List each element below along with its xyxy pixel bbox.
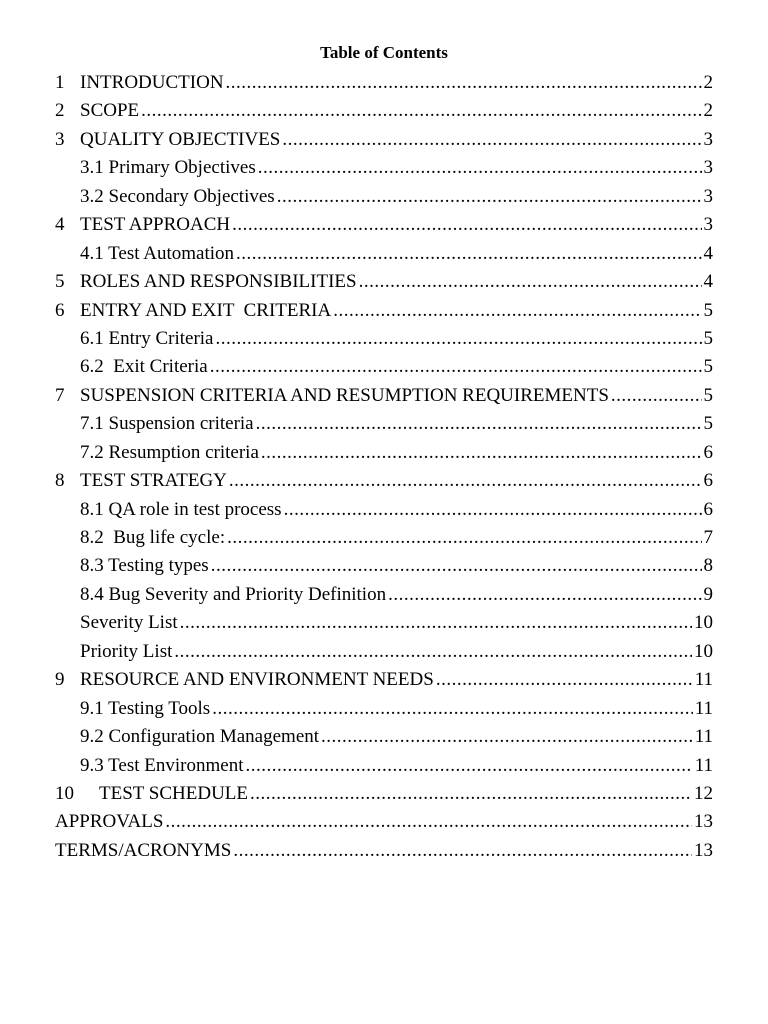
toc-title: Table of Contents — [320, 43, 448, 62]
toc-entry-number: 10 — [55, 782, 74, 804]
toc-entry-label: SUSPENSION CRITERIA AND RESUMPTION REQUIREMENTS — [80, 384, 609, 406]
toc-entry-label: 8.2 Bug life cycle: — [80, 527, 226, 548]
toc-entry[interactable] — [55, 524, 713, 552]
dot-leader — [284, 496, 702, 524]
dot-leader — [388, 581, 701, 609]
toc-entry-label: Severity List — [80, 612, 178, 634]
toc-entry-label: TEST APPROACH — [80, 214, 231, 236]
toc-entry-page-number: 5 — [703, 327, 713, 349]
toc-entry-label: TEST STRATEGY — [80, 470, 227, 492]
toc-entry[interactable] — [55, 552, 713, 580]
dot-leader — [436, 666, 693, 694]
toc-entry[interactable] — [55, 154, 713, 182]
toc-entry-number: 6 — [55, 299, 65, 321]
toc-entry[interactable] — [55, 211, 713, 239]
dot-leader — [211, 552, 702, 580]
toc-entry[interactable] — [55, 297, 713, 325]
toc-entry-page-number: 6 — [703, 441, 713, 463]
toc-entry-page-number: 3 — [703, 128, 713, 150]
dot-leader — [282, 126, 701, 154]
toc-entry-page-number: 4 — [703, 271, 713, 293]
toc-entry-number: 5 — [55, 271, 65, 293]
toc-entry-label: 8.3 Testing types — [80, 555, 209, 577]
toc-entry[interactable] — [55, 97, 713, 125]
toc-entry-label: Priority List — [80, 640, 173, 662]
toc-entry-page-number: 13 — [694, 811, 713, 833]
dot-leader — [174, 638, 692, 666]
toc-entry-page-number: 12 — [694, 782, 713, 804]
toc-entry[interactable] — [55, 240, 713, 268]
toc-entry-label: 4.1 Test Automation — [80, 242, 235, 264]
dot-leader — [258, 154, 702, 182]
toc-entry-page-number: 3 — [703, 157, 713, 179]
toc-entry[interactable] — [55, 609, 713, 637]
toc-entry-page-number: 11 — [694, 697, 713, 719]
toc-entry-page-number: 4 — [703, 242, 713, 264]
toc-entry-label: RESOURCE AND ENVIRONMENT NEEDS — [80, 669, 434, 691]
toc-entry[interactable] — [55, 723, 713, 751]
toc-entry-label: 8.4 Bug Severity and Priority Definition — [80, 583, 387, 605]
toc-entry-label: APPROVALS — [55, 811, 164, 833]
toc-entry-page-number: 3 — [703, 214, 713, 236]
toc-entry-label: 9.3 Test Environment — [80, 754, 244, 776]
toc-entry[interactable] — [55, 353, 713, 381]
toc-entry-page-number: 11 — [694, 669, 713, 691]
toc-entry[interactable] — [55, 439, 713, 467]
dot-leader — [236, 240, 701, 268]
toc-entry-number: 2 — [55, 100, 65, 122]
toc-entry-page-number: 9 — [703, 583, 713, 605]
dot-leader — [180, 609, 692, 637]
toc-entry-page-number: 5 — [703, 299, 713, 321]
toc-entry-number: 7 — [55, 384, 65, 406]
toc-entry-page-number: 6 — [703, 498, 713, 520]
toc-entry-page-number: 13 — [694, 839, 713, 861]
toc-entry-label: 7.2 Resumption criteria — [80, 441, 259, 463]
toc-entry-page-number: 8 — [703, 555, 713, 577]
toc-entry-label: 8.1 QA role in test process — [80, 498, 282, 520]
dot-leader — [256, 410, 702, 438]
dot-leader — [165, 808, 692, 836]
toc-entry[interactable] — [55, 496, 713, 524]
dot-leader — [246, 752, 693, 780]
toc-entry-page-number: 5 — [703, 356, 713, 378]
dot-leader — [611, 382, 702, 410]
dot-leader — [359, 268, 702, 296]
toc-entry-number: 4 — [55, 214, 65, 236]
toc-entry[interactable] — [55, 695, 713, 723]
toc-entry-label: INTRODUCTION — [80, 72, 224, 93]
toc-entry[interactable] — [55, 382, 713, 410]
toc-entry-number: 3 — [55, 128, 65, 150]
dot-leader — [210, 353, 702, 381]
toc-entry-label: 6.1 Entry Criteria — [80, 327, 214, 349]
dot-leader — [141, 97, 701, 125]
toc-entry-page-number: 6 — [703, 470, 713, 492]
dot-leader — [261, 439, 702, 467]
dot-leader — [226, 69, 702, 97]
toc-entry-page-number: 2 — [703, 100, 713, 122]
toc-entry-label: 9.1 Testing Tools — [80, 697, 211, 719]
toc-entry-page-number: 7 — [703, 527, 713, 548]
toc-entry[interactable] — [55, 69, 713, 97]
dot-leader — [212, 695, 693, 723]
toc-entry-page-number: 5 — [703, 384, 713, 406]
toc-entry[interactable] — [55, 752, 713, 780]
toc-entry[interactable] — [55, 638, 713, 666]
toc-entry[interactable] — [55, 666, 713, 694]
toc-entry[interactable] — [55, 581, 713, 609]
toc-entry-page-number: 5 — [703, 413, 713, 435]
dot-leader — [333, 297, 701, 325]
toc-entry-label: 7.1 Suspension criteria — [80, 413, 254, 435]
dot-leader — [233, 837, 692, 865]
toc-entry-label: TEST SCHEDULE — [99, 782, 249, 804]
toc-entry-label: ROLES AND RESPONSIBILITIES — [80, 271, 357, 293]
dot-leader — [250, 780, 692, 808]
toc-entry[interactable] — [55, 126, 713, 154]
toc-entry[interactable] — [55, 780, 713, 808]
toc-entry-page-number: 10 — [694, 612, 713, 634]
toc-entry-number: 8 — [55, 470, 65, 492]
toc-entry-page-number: 11 — [694, 726, 713, 748]
toc-entry-label: 3.1 Primary Objectives — [80, 157, 256, 179]
dot-leader — [232, 211, 701, 239]
toc-entry-label: TERMS/ACRONYMS — [55, 839, 232, 861]
toc-entry[interactable] — [55, 325, 713, 353]
toc-entry-label: 9.2 Configuration Management — [80, 726, 320, 748]
toc-entry-label: 3.2 Secondary Objectives — [80, 185, 275, 207]
dot-leader — [227, 524, 701, 552]
toc-list — [55, 69, 713, 865]
toc-entry-number: 1 — [55, 72, 65, 93]
dot-leader — [321, 723, 693, 751]
toc-entry-number: 9 — [55, 669, 65, 691]
toc-entry-page-number: 10 — [694, 640, 713, 662]
toc-entry[interactable] — [55, 837, 713, 865]
dot-leader — [216, 325, 702, 353]
toc-entry[interactable] — [55, 467, 713, 495]
toc-entry[interactable] — [55, 268, 713, 296]
toc-entry[interactable] — [55, 183, 713, 211]
toc-entry-label: ENTRY AND EXIT CRITERIA — [80, 299, 332, 321]
dot-leader — [277, 183, 702, 211]
toc-entry-label: QUALITY OBJECTIVES — [80, 128, 281, 150]
toc-entry[interactable] — [55, 410, 713, 438]
toc-entry[interactable] — [55, 808, 713, 836]
dot-leader — [229, 467, 702, 495]
toc-entry-page-number: 2 — [703, 72, 713, 93]
toc-entry-label: SCOPE — [80, 100, 140, 122]
toc-entry-page-number: 3 — [703, 185, 713, 207]
toc-entry-page-number: 11 — [694, 754, 713, 776]
toc-entry-label: 6.2 Exit Criteria — [80, 356, 208, 378]
